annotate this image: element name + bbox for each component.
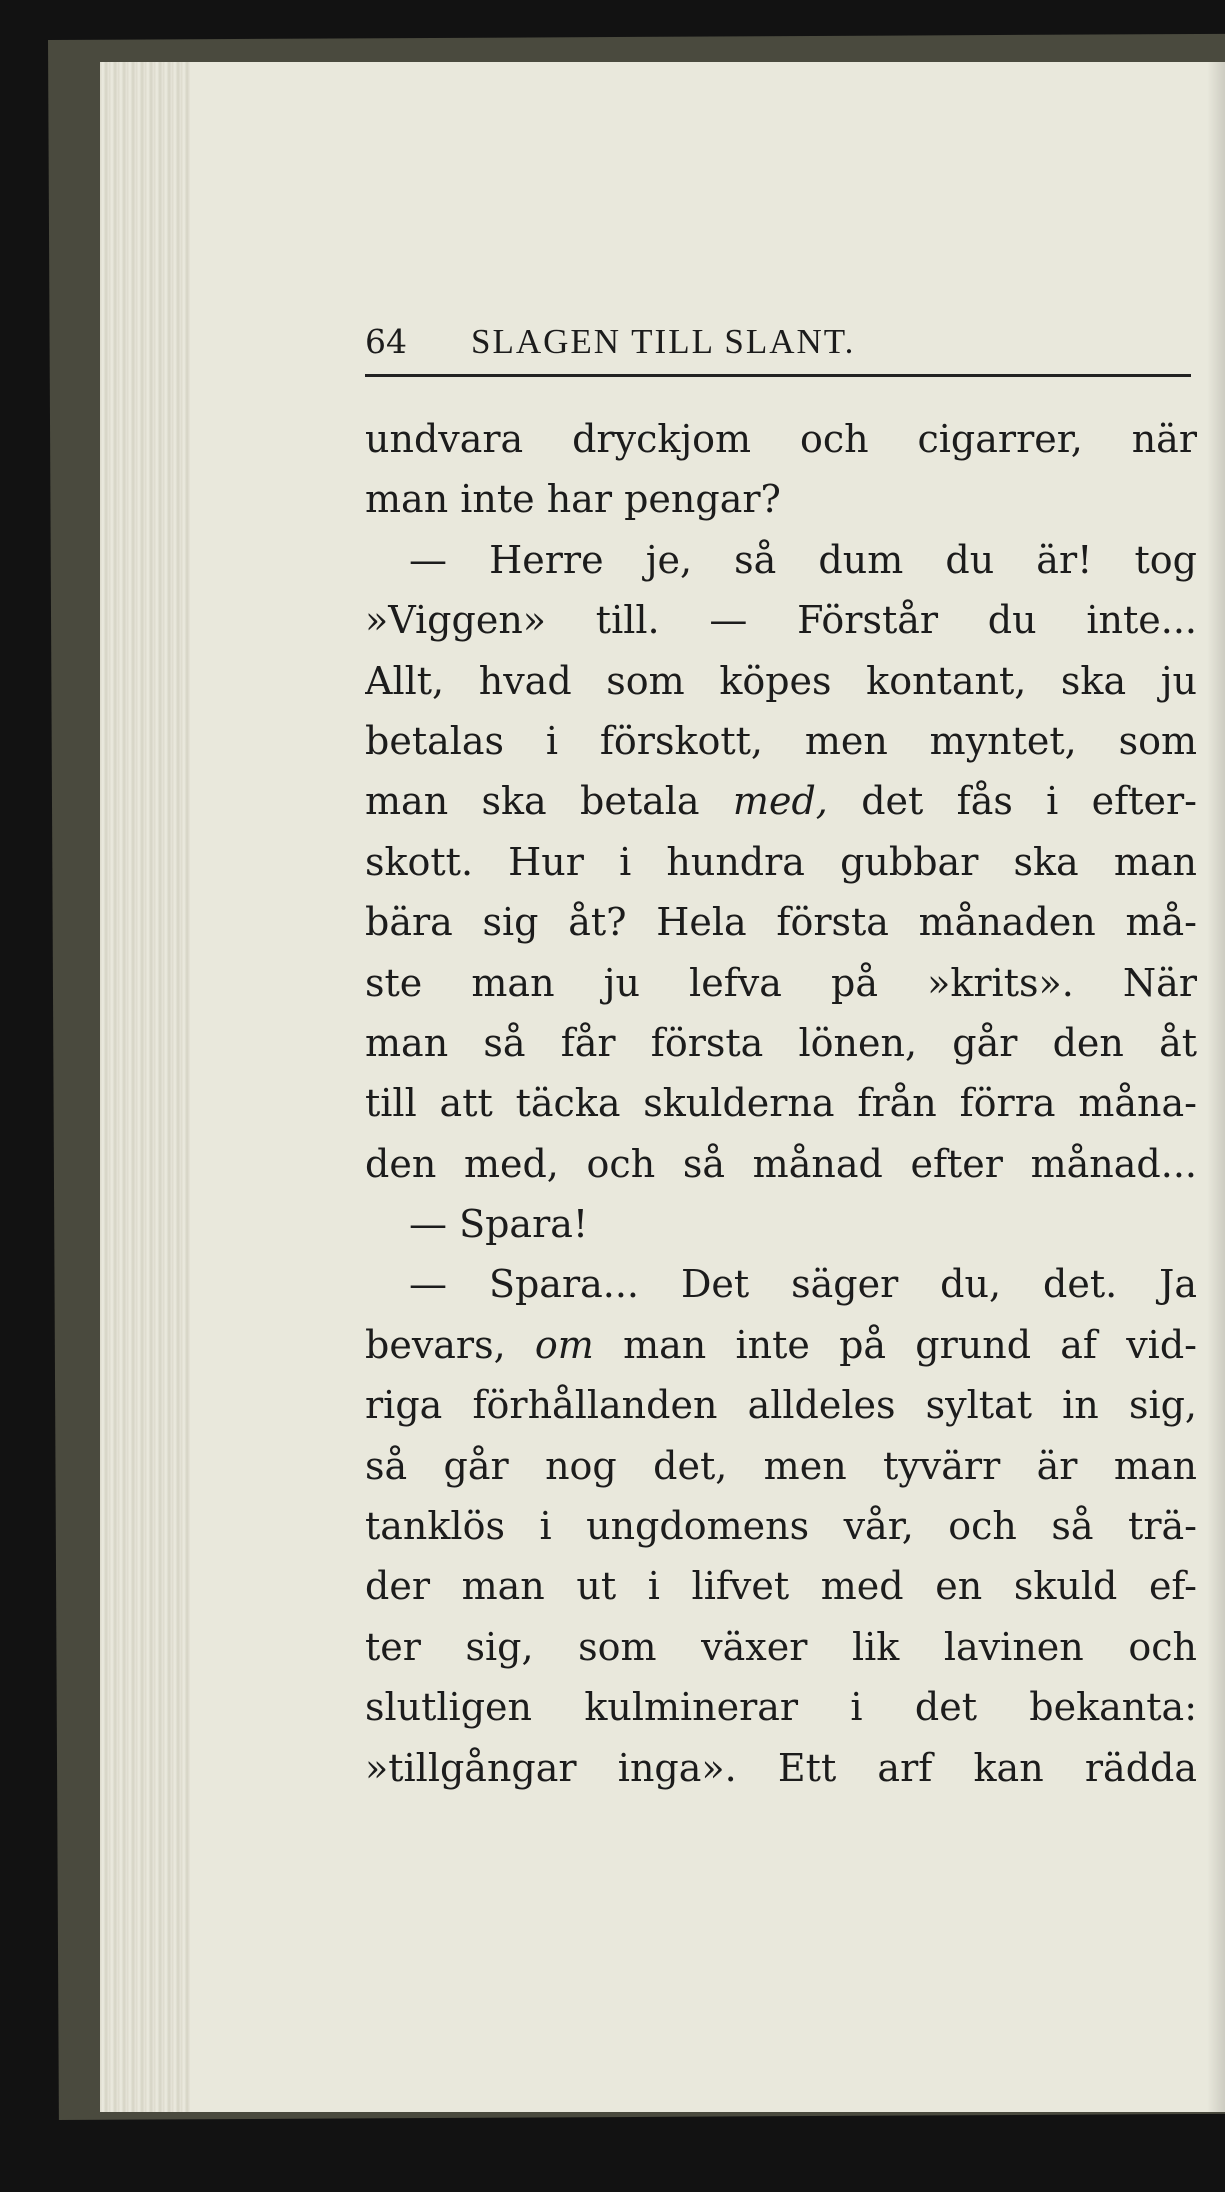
body-text: [365, 409, 1197, 1798]
page-text-block: [365, 320, 1197, 1798]
page-sheet: [100, 62, 1225, 2112]
text-line: tanklös i ungdomens vår, och så trä-: [365, 1504, 1197, 1549]
text-line: undvara dryckjom och cigarrer, när: [365, 417, 1197, 461]
text-line: »Viggen» till. — Förstår du inte...: [365, 598, 1197, 643]
text-line: man inte har pengar?: [365, 477, 781, 522]
text-line: slutligen kulminerar i det bekanta:: [365, 1685, 1197, 1730]
text-line: ter sig, som växer lik lavinen och: [365, 1624, 1197, 1669]
text-line: man så får första lönen, går den åt: [365, 1020, 1197, 1065]
text-line: — Spara... Det säger du, det. Ja: [409, 1262, 1197, 1307]
text-line: [365, 1315, 1197, 1375]
text-segment: det fås i efter-: [827, 779, 1197, 824]
emphasized-word: med,: [732, 779, 828, 824]
emphasized-word: om: [534, 1322, 594, 1367]
text-line: betalas i förskott, men myntet, som: [365, 718, 1197, 763]
page-stack-edges: [100, 62, 190, 2112]
text-line: der man ut i lifvet med en skuld ef-: [365, 1564, 1197, 1609]
text-line: till att täcka skulderna från förra måna-: [365, 1081, 1197, 1126]
header-rule: [365, 374, 1191, 377]
text-segment: man ska betala: [365, 779, 733, 824]
text-line: »tillgångar inga». Ett arf kan rädda: [365, 1745, 1197, 1790]
text-line: ste man ju lefva på »krits». När: [365, 960, 1197, 1005]
binding-shadow: [1207, 62, 1225, 2112]
running-head: [365, 320, 1197, 370]
text-line: bära sig åt? Hela första månaden må-: [365, 900, 1197, 945]
text-line: [365, 771, 1197, 831]
text-line: riga förhållanden alldeles syltat in sig,: [365, 1383, 1197, 1428]
running-title: SLAGEN TILL SLANT.: [471, 322, 856, 361]
text-line: — Spara!: [409, 1202, 589, 1247]
text-line: så går nog det, men tyvärr är man: [365, 1443, 1197, 1488]
text-segment: bevars,: [365, 1322, 535, 1367]
text-line: skott. Hur i hundra gubbar ska man: [365, 839, 1197, 884]
text-segment: man inte på grund af vid-: [593, 1322, 1197, 1367]
page-number: 64: [365, 322, 407, 361]
text-line: — Herre je, så dum du är! tog: [409, 537, 1197, 582]
text-line: Allt, hvad som köpes kontant, ska ju: [365, 658, 1197, 703]
text-line: den med, och så månad efter månad...: [365, 1141, 1197, 1186]
